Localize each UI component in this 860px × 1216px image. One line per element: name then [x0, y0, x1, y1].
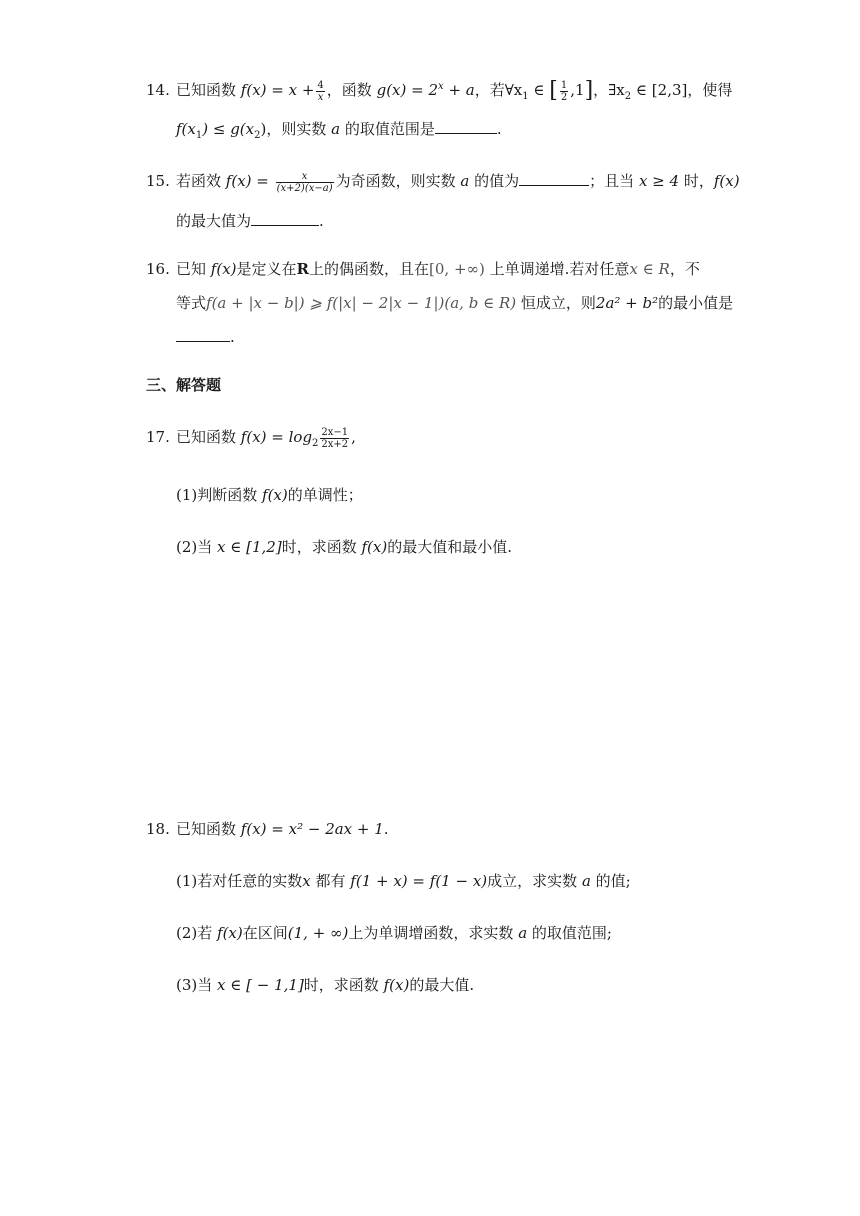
q15-line1: 15. 若函效 f(x) = $\frac{x}{(x+2)(x-a)}$ 为奇函数，则实数 a 的值为 ；且当 x ≥ 4 时，f(x) — [146, 170, 740, 194]
fraction: $\frac{1}{2}$ — [560, 79, 568, 103]
q17-number: 17. — [146, 428, 170, 446]
q15-number: 15. — [146, 172, 170, 190]
q17-part2: (2)当 x ∈ [1,2]时，求函数 f(x)的最大值和最小值. — [176, 538, 512, 556]
q18-part1: (1)若对任意的实数x 都有 f(1 + x) = f(1 − x)成立，求实数 a 的值; — [176, 872, 631, 890]
q16-line3: . — [176, 326, 235, 348]
q14-line1: 14. 已知函数 f(x) = x + $\frac{4}{x}$ ，函数 $g(x) = 2^x + a$，若$\forall x_1$ ∈ [ $\frac{1}{2}$ ,1]，$\exists x_2$ ∈ [2,3]，使得 — [146, 78, 733, 103]
q18-line1: 18. 已知函数 f(x) = x² − 2ax + 1. — [146, 820, 389, 838]
fraction: $\frac{4}{x}$ — [317, 79, 324, 103]
q14-number: 14. — [146, 81, 170, 99]
q16-line2: 等式f(a + |x − b|) ⩾ f(|x| − 2|x − 1|)(a, b ∈ R) 恒成立，则2a² + b²的最小值是 — [176, 294, 734, 312]
q18-part2: (2)若 f(x)在区间(1, + ∞)上为单调增函数，求实数 a 的取值范围; — [176, 924, 612, 942]
q16-number: 16. — [146, 260, 170, 278]
answer-blank — [251, 211, 319, 226]
q15-line2: 的最大值为 . — [176, 212, 324, 230]
answer-blank — [519, 171, 589, 186]
q14-line2: $f(x_1) \le g(x_2)$，则实数 a 的取值范围是 . — [176, 120, 502, 141]
q18-number: 18. — [146, 820, 170, 838]
q17-line1: 17. 已知函数 $f(x) = \log_2$ $\frac{2x-1}{2x+2}$ , — [146, 426, 356, 450]
q17-part1: (1)判断函数 f(x)的单调性； — [176, 486, 363, 504]
q16-line1: 16. 已知 f(x)是定义在R上的偶函数，且在[0, +∞) 上单调递增.若对任意x ∈ R，不 — [146, 260, 700, 278]
section-heading: 三、解答题 — [146, 376, 222, 394]
fraction: $\frac{2x-1}{2x+2}$ — [321, 426, 349, 450]
answer-blank — [176, 327, 230, 342]
fraction: $\frac{x}{(x+2)(x-a)}$ — [276, 170, 333, 194]
q18-part3: (3)当 x ∈ [ − 1,1]时，求函数 f(x)的最大值. — [176, 976, 475, 994]
answer-blank — [435, 119, 497, 134]
